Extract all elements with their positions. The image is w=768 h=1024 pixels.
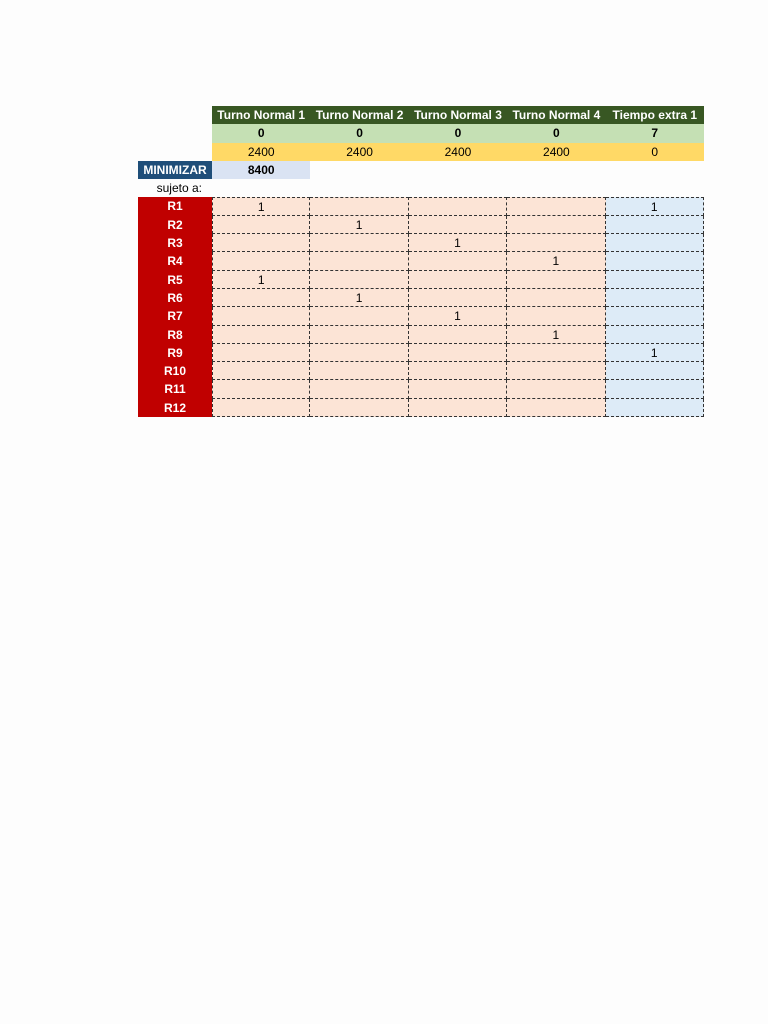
extra-time-coefficient-cell[interactable]: [606, 362, 704, 380]
header-turno-normal-3[interactable]: Turno Normal 3: [409, 106, 507, 124]
objective-value-cell[interactable]: 8400: [212, 161, 310, 179]
constraints-block: [138, 197, 704, 417]
header-turno-normal-1[interactable]: Turno Normal 1: [212, 106, 310, 124]
constraint-row: [138, 307, 704, 325]
solution-cell[interactable]: 0: [212, 124, 310, 142]
minimize-label: MINIMIZAR: [138, 161, 212, 179]
empty-cell: [138, 124, 212, 142]
constraint-coefficient-cell[interactable]: 1: [507, 326, 605, 344]
constraint-row: [138, 271, 704, 289]
extra-time-coefficient-cell[interactable]: [606, 289, 704, 307]
constraint-coefficient-cell[interactable]: [212, 362, 310, 380]
extra-time-coefficient-cell[interactable]: [606, 380, 704, 398]
constraint-coefficient-cell[interactable]: [212, 380, 310, 398]
constraint-label: R11: [138, 380, 212, 398]
constraint-row: [138, 197, 704, 215]
constraint-coefficient-cell[interactable]: [212, 216, 310, 234]
constraint-coefficient-cell[interactable]: [507, 216, 605, 234]
constraint-coefficient-cell[interactable]: 1: [409, 307, 507, 325]
constraint-coefficient-cell[interactable]: [507, 271, 605, 289]
solution-cell[interactable]: 0: [409, 124, 507, 142]
solution-row: [138, 124, 704, 142]
constraint-coefficient-cell[interactable]: [409, 399, 507, 417]
constraint-coefficient-cell[interactable]: [409, 380, 507, 398]
empty-cell: [138, 143, 212, 161]
constraint-coefficient-cell[interactable]: [212, 289, 310, 307]
constraint-row: [138, 399, 704, 417]
constraint-coefficient-cell[interactable]: 1: [212, 197, 310, 215]
constraint-coefficient-cell[interactable]: [310, 197, 408, 215]
constraint-coefficient-cell[interactable]: 1: [212, 271, 310, 289]
constraint-coefficient-cell[interactable]: [507, 344, 605, 362]
extra-time-coefficient-cell[interactable]: [606, 326, 704, 344]
constraint-row: [138, 252, 704, 270]
constraint-coefficient-cell[interactable]: [310, 234, 408, 252]
constraint-coefficient-cell[interactable]: [409, 252, 507, 270]
constraint-coefficient-cell[interactable]: [507, 380, 605, 398]
constraint-coefficient-cell[interactable]: [310, 271, 408, 289]
solution-cell[interactable]: 7: [606, 124, 704, 142]
constraint-label: R4: [138, 252, 212, 270]
constraint-coefficient-cell[interactable]: [409, 271, 507, 289]
constraint-coefficient-cell[interactable]: [409, 344, 507, 362]
coefficient-cell[interactable]: 0: [606, 143, 704, 161]
constraint-coefficient-cell[interactable]: [507, 234, 605, 252]
extra-time-coefficient-cell[interactable]: [606, 216, 704, 234]
extra-time-coefficient-cell[interactable]: 1: [606, 344, 704, 362]
solution-cell[interactable]: 0: [310, 124, 408, 142]
constraint-label: R5: [138, 271, 212, 289]
constraint-coefficient-cell[interactable]: [409, 216, 507, 234]
constraint-label: R1: [138, 197, 212, 215]
extra-time-coefficient-cell[interactable]: [606, 234, 704, 252]
constraint-coefficient-cell[interactable]: [409, 197, 507, 215]
objective-row: [138, 161, 704, 179]
constraint-coefficient-cell[interactable]: [212, 252, 310, 270]
coefficient-cell[interactable]: 2400: [310, 143, 408, 161]
extra-time-coefficient-cell[interactable]: [606, 271, 704, 289]
constraint-row: [138, 289, 704, 307]
coefficient-cell[interactable]: 2400: [507, 143, 605, 161]
constraint-coefficient-cell[interactable]: [507, 197, 605, 215]
extra-time-coefficient-cell[interactable]: [606, 399, 704, 417]
constraint-row: [138, 380, 704, 398]
constraint-coefficient-cell[interactable]: [507, 362, 605, 380]
constraint-coefficient-cell[interactable]: [310, 326, 408, 344]
spreadsheet: [138, 106, 704, 417]
constraint-coefficient-cell[interactable]: [310, 307, 408, 325]
constraint-coefficient-cell[interactable]: [507, 289, 605, 307]
coefficient-row: [138, 143, 704, 161]
constraint-row: [138, 234, 704, 252]
constraint-coefficient-cell[interactable]: [212, 344, 310, 362]
constraint-coefficient-cell[interactable]: 1: [310, 289, 408, 307]
header-tiempo-extra-1[interactable]: Tiempo extra 1: [606, 106, 704, 124]
constraint-coefficient-cell[interactable]: [507, 399, 605, 417]
extra-time-coefficient-cell[interactable]: [606, 252, 704, 270]
constraint-label: R8: [138, 326, 212, 344]
subject-to-label: sujeto a:: [156, 181, 202, 196]
constraint-coefficient-cell[interactable]: [212, 326, 310, 344]
constraint-label: R9: [138, 344, 212, 362]
constraint-row: [138, 362, 704, 380]
constraint-coefficient-cell[interactable]: [310, 252, 408, 270]
constraint-coefficient-cell[interactable]: [507, 307, 605, 325]
constraint-row: [138, 344, 704, 362]
constraint-label: R3: [138, 234, 212, 252]
constraint-label: R2: [138, 216, 212, 234]
subject-to-row: [138, 179, 704, 197]
constraint-coefficient-cell[interactable]: [310, 362, 408, 380]
constraint-label: R10: [138, 362, 212, 380]
constraint-coefficient-cell[interactable]: [212, 234, 310, 252]
constraint-coefficient-cell[interactable]: [310, 380, 408, 398]
constraint-coefficient-cell[interactable]: [310, 399, 408, 417]
constraint-coefficient-cell[interactable]: [409, 289, 507, 307]
constraint-row: [138, 326, 704, 344]
coefficient-cell[interactable]: 2400: [212, 143, 310, 161]
constraint-coefficient-cell[interactable]: [212, 307, 310, 325]
header-turno-normal-4[interactable]: Turno Normal 4: [507, 106, 605, 124]
header-turno-normal-2[interactable]: Turno Normal 2: [310, 106, 408, 124]
constraint-label: R7: [138, 307, 212, 325]
constraint-label: R6: [138, 289, 212, 307]
constraint-label: R12: [138, 399, 212, 417]
header-row: [138, 106, 704, 124]
constraint-coefficient-cell[interactable]: [409, 326, 507, 344]
constraint-coefficient-cell[interactable]: [212, 399, 310, 417]
constraint-coefficient-cell[interactable]: [409, 362, 507, 380]
constraint-coefficient-cell[interactable]: [310, 344, 408, 362]
coefficient-cell[interactable]: 2400: [409, 143, 507, 161]
extra-time-coefficient-cell[interactable]: [606, 307, 704, 325]
empty-cell: [138, 106, 212, 124]
constraint-row: [138, 216, 704, 234]
constraint-coefficient-cell[interactable]: 1: [507, 252, 605, 270]
solution-cell[interactable]: 0: [507, 124, 605, 142]
constraint-coefficient-cell[interactable]: 1: [310, 216, 408, 234]
extra-time-coefficient-cell[interactable]: 1: [606, 197, 704, 215]
constraint-coefficient-cell[interactable]: 1: [409, 234, 507, 252]
